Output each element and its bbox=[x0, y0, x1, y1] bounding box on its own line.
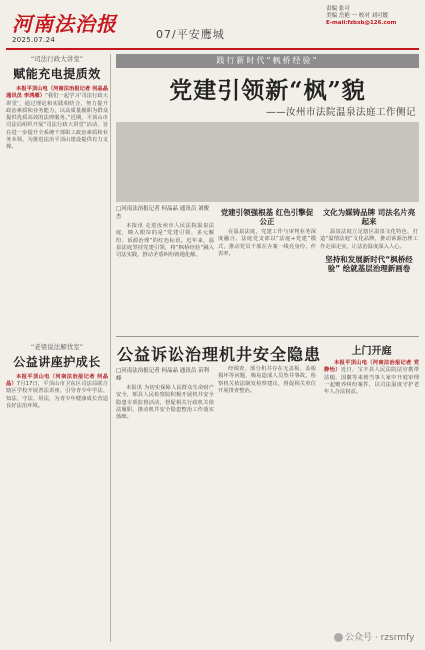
story2-column bbox=[116, 366, 214, 642]
story-lead: 本报平顶山电（河南法治报记者 何晶晶） bbox=[6, 373, 108, 387]
section-heading: 坚持和发展新时代“枫桥经验” 绘就基层治理新画卷 bbox=[325, 254, 413, 273]
story-text: 在温泉法庭，党建工作与审判业务深度融合。法庭党支部以“法庭+党建”模式，推动党员干部在办案一线亮身份、作表率。 bbox=[218, 229, 316, 257]
story-text: 7月17日，平顶山市卫东区司法局联合辖区学校开展普法讲座，引导青少年学法、知法、守法、用法，为青少年健康成长营造良好法治环境。 bbox=[6, 380, 108, 409]
story-headline: 上门开庭 bbox=[351, 346, 392, 357]
story-lead: 本报平顶山电（河南法治报记者 党静怡） bbox=[324, 360, 419, 374]
editor-line: 责编 张可 bbox=[326, 6, 350, 12]
story2-column bbox=[218, 366, 316, 642]
story-text: 近日，宝丰县人民法院法官携带法槌、国徽等来到当事人家中开庭审理一起赡养纠纷案件，以司法温度守护老年人合法权益。 bbox=[324, 367, 419, 396]
story-headline: 赋能充电提质效 bbox=[13, 67, 101, 81]
page-section-title: 07/平安鹰城 bbox=[156, 28, 225, 41]
section-heading: 文化为媒铸品牌 司法名片亮起来 bbox=[322, 208, 416, 226]
right-story bbox=[324, 342, 419, 396]
story-body bbox=[6, 374, 108, 410]
byline: □河南法治报记者 何晶晶 通讯员 苗利峰 bbox=[116, 368, 209, 382]
story-kicker: “司法行政大讲堂” bbox=[30, 55, 84, 63]
watermark-text: 公众号 · rzsrmfy bbox=[345, 633, 415, 643]
watermark bbox=[334, 630, 414, 643]
story-text: 本报讯 走进汝州市人民法院温泉法庭，映入眼帘的是“党建引领、多元解纷、诉源治理”的红色标语。近年来，温泉法庭坚持党建引领，将“枫桥经验”融入司法实践，推动矛盾纠纷就地化解。 bbox=[116, 223, 214, 259]
story2-headline: 公益诉讼治理机井安全隐患 bbox=[116, 345, 321, 364]
story-body bbox=[324, 360, 419, 396]
story-kicker: “老梁说法解忧室” bbox=[30, 342, 84, 351]
story-text: 经调查，部分机井存在无盖板、盖板损坏等问题，极易造成人员坠井事故。检察机关依法制发检察建议，督促相关单位开展排查整治。 bbox=[218, 366, 316, 394]
newspaper-page bbox=[6, 4, 419, 644]
editor-line: 美编 岳艳 一 校对 刘可嫒 bbox=[326, 13, 388, 19]
editor-credits bbox=[326, 6, 416, 27]
story-text: “我们一起学习‘司法行政大讲堂’，通过理论和实践相结合，努力提升政治素质和业务能力，以高质量履职为群众提供优质高效的法律服务。”近期，平顶山市司法局组织开展“司法行政大讲堂”活动，旨在进一步提升全系统干部职工政治素质和业务本领，为推进法治平顶山建设提供有力支撑。 bbox=[6, 93, 108, 151]
column-divider bbox=[110, 54, 111, 642]
photo-band bbox=[116, 122, 419, 202]
story-body bbox=[6, 86, 108, 152]
story-text: 本报讯 为切实保障人民群众生命财产安全，郏县人民检察院积极开展机井安全隐患专项监督活动，督促相关行政机关依法履职，推动机井安全隐患整治工作落实落细。 bbox=[116, 385, 214, 421]
wechat-icon bbox=[334, 633, 343, 642]
main-headline: 党建引领新“枫”貌 bbox=[169, 77, 366, 104]
byline: □河南法治报记者 何晶晶 通讯员 刘俊杰 bbox=[116, 206, 209, 220]
newspaper-logo: 河南法治报 bbox=[12, 12, 117, 36]
topic-banner: 践行新时代“枫桥经验” bbox=[116, 54, 419, 68]
masthead bbox=[6, 4, 419, 50]
story-headline: 公益讲座护成长 bbox=[13, 354, 101, 369]
issue-date: 2025.07.24 bbox=[12, 36, 56, 44]
section-heading: 党建引领强根基 红色引擎促公正 bbox=[220, 208, 314, 226]
masthead-rule bbox=[6, 48, 419, 50]
main-subhead: ——汝州市法院温泉法庭工作侧记 bbox=[265, 107, 416, 118]
story-text: 温泉法庭立足辖区温泉文化特色，打造“温情法庭”文化品牌，推动诉源治理工作走深走实，让法治温度深入人心。 bbox=[320, 229, 418, 250]
story-lead: 本报平顶山电（河南法治报记者 何晶晶 通讯员 李鸿雁） bbox=[6, 86, 108, 100]
editor-email: E-mail:fzbxb@126.com bbox=[326, 20, 397, 26]
section-rule bbox=[116, 336, 419, 337]
left-column bbox=[6, 54, 108, 642]
